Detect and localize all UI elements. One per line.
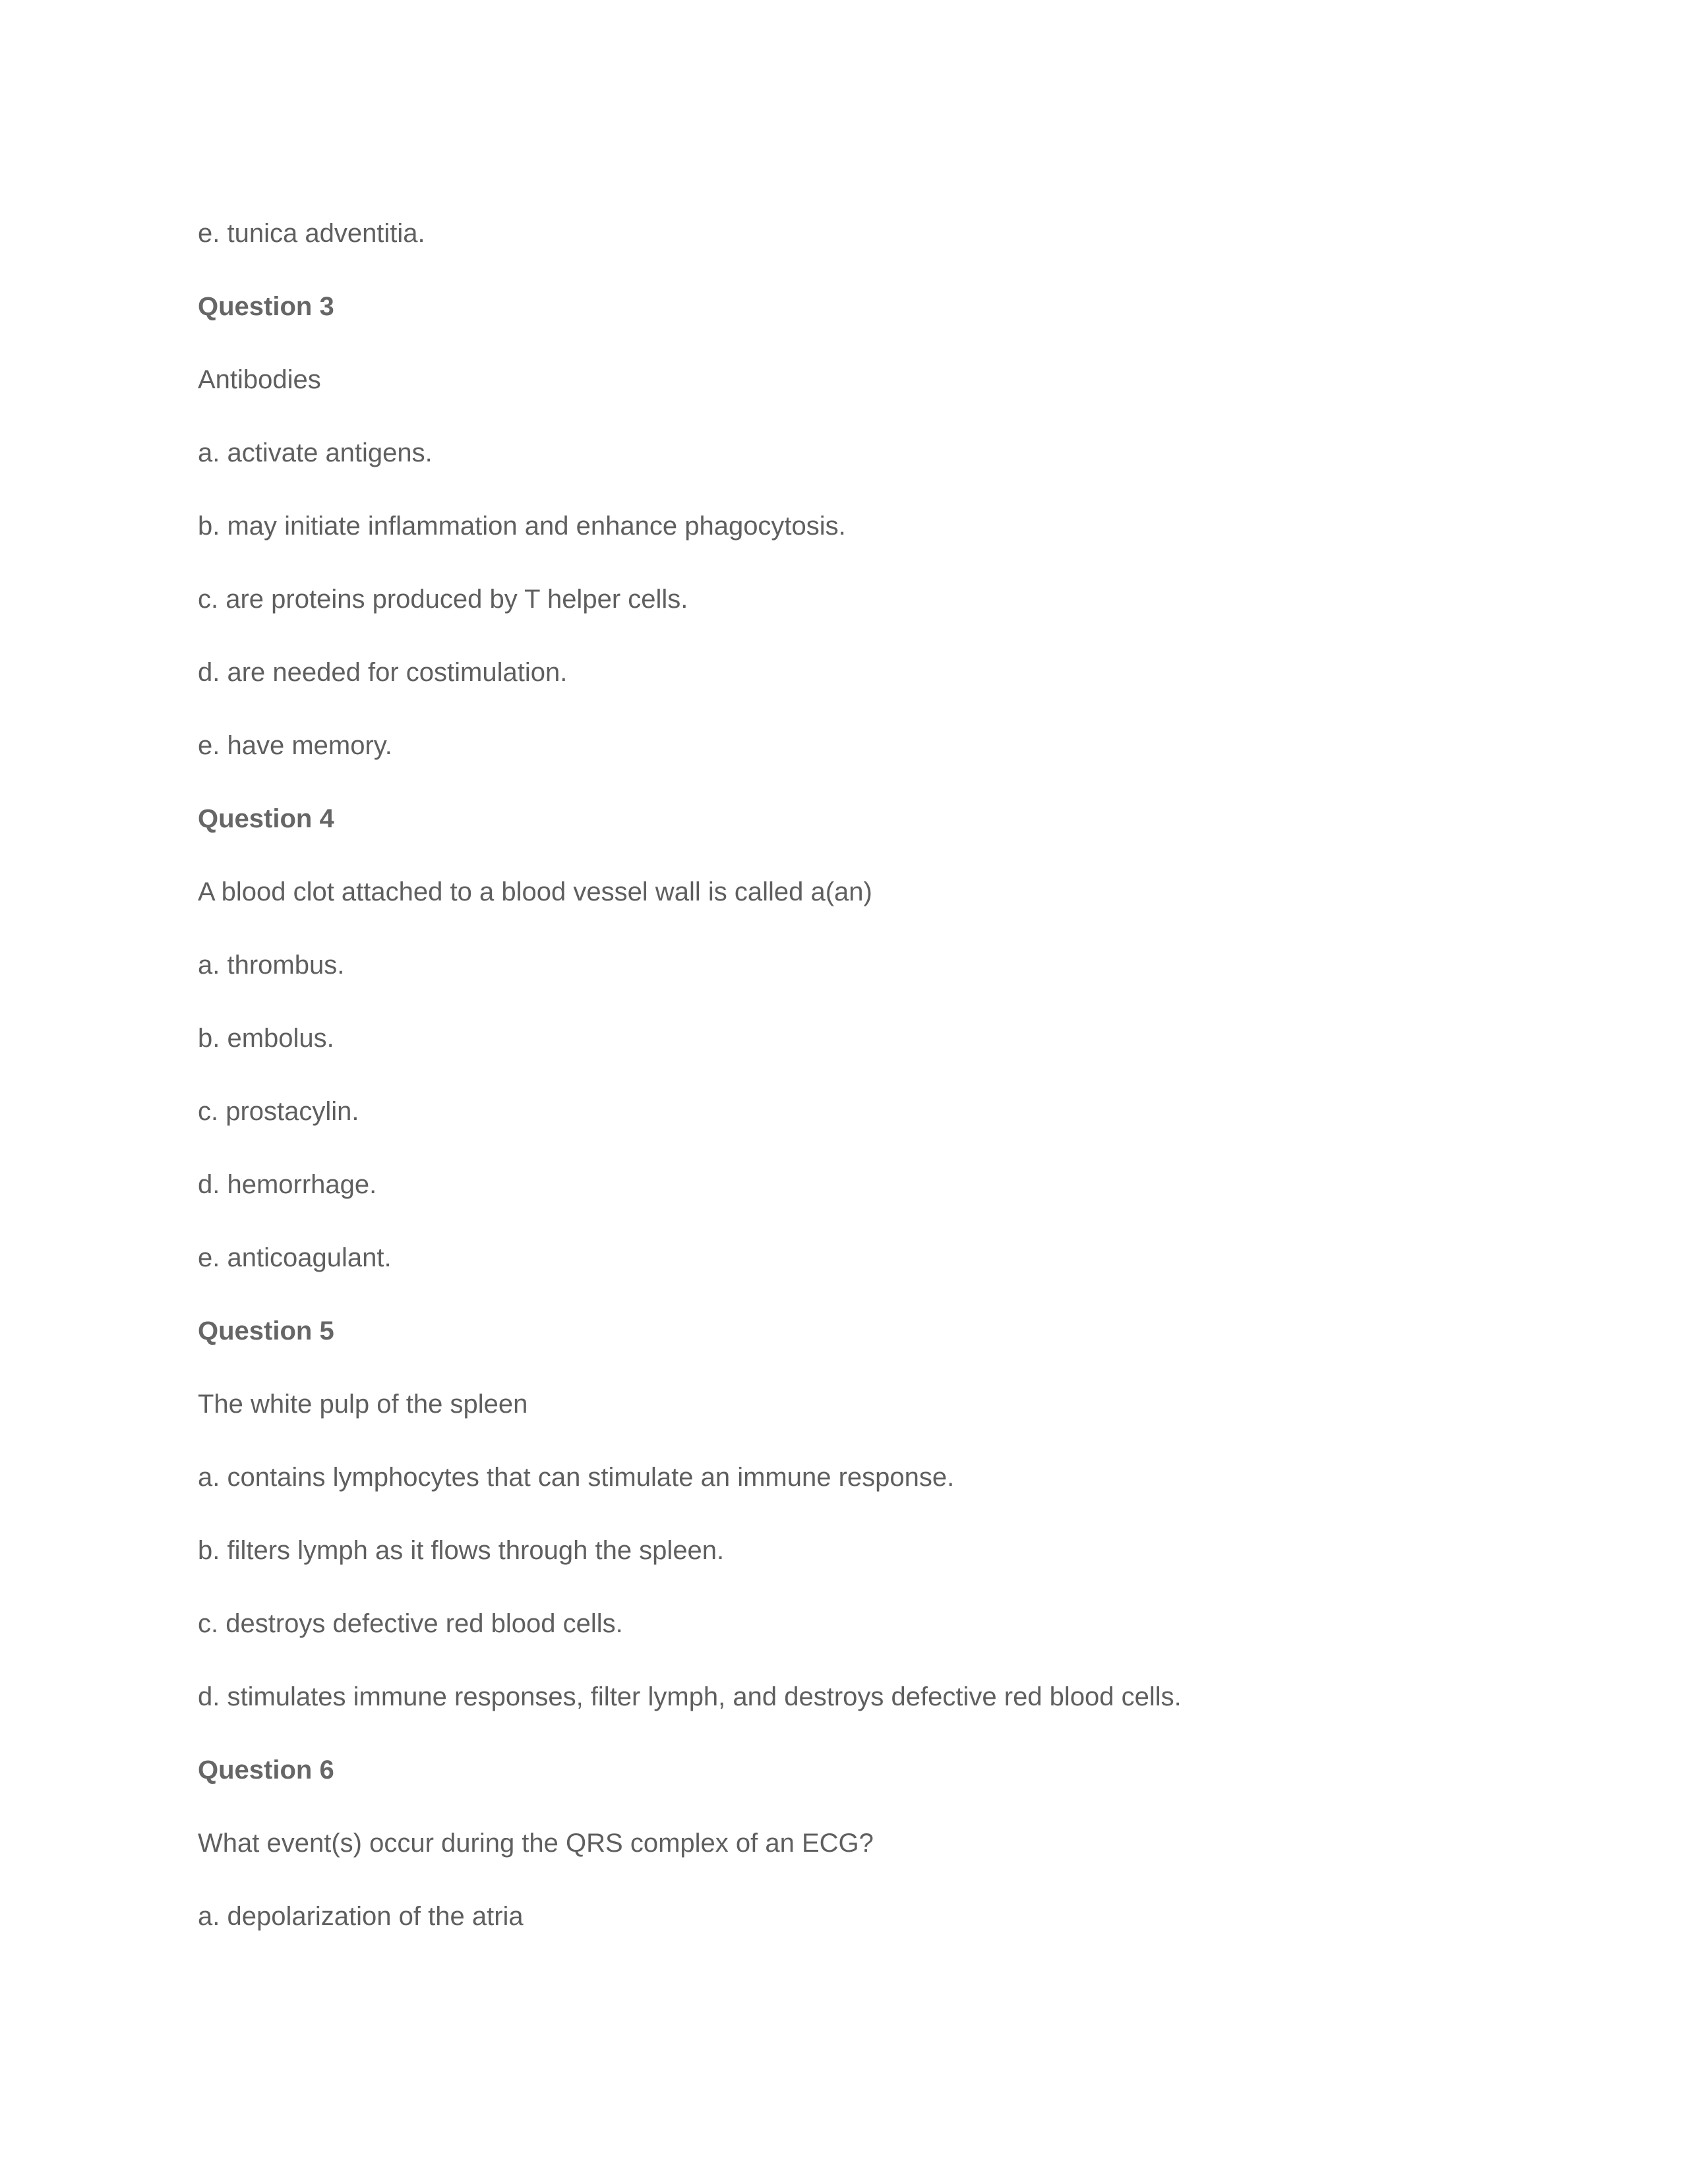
question-4-heading: Question 4 [198, 804, 334, 833]
q5-option-a: a. contains lymphocytes that can stimulate an immune response. [198, 1463, 955, 1492]
question-6-stem: What event(s) occur during the QRS complex of an ECG? [198, 1829, 874, 1858]
q3-option-c: c. are proteins produced by T helper cells. [198, 585, 688, 614]
q4-option-c: c. prostacylin. [198, 1097, 359, 1126]
question-5-heading: Question 5 [198, 1316, 334, 1345]
q3-option-b: b. may initiate inflammation and enhance phagocytosis. [198, 512, 846, 541]
question-6-heading: Question 6 [198, 1756, 334, 1785]
question-5-stem: The white pulp of the spleen [198, 1390, 528, 1419]
q6-option-a: a. depolarization of the atria [198, 1902, 524, 1931]
question-3-heading: Question 3 [198, 292, 334, 321]
q4-option-b: b. embolus. [198, 1024, 334, 1053]
q5-option-b: b. filters lymph as it flows through the spleen. [198, 1536, 725, 1565]
q4-option-d: d. hemorrhage. [198, 1170, 377, 1199]
q3-option-a: a. activate antigens. [198, 438, 433, 467]
question-3-stem: Antibodies [198, 365, 321, 394]
q3-option-d: d. are needed for costimulation. [198, 658, 568, 687]
q4-option-a: a. thrombus. [198, 951, 345, 980]
q5-option-c: c. destroys defective red blood cells. [198, 1609, 623, 1638]
q4-option-e: e. anticoagulant. [198, 1243, 392, 1272]
q5-option-d: d. stimulates immune responses, filter lymph, and destroys defective red blood cells. [198, 1682, 1182, 1711]
q2-option-e: e. tunica adventitia. [198, 219, 425, 248]
question-4-stem: A blood clot attached to a blood vessel wall is called a(an) [198, 877, 872, 906]
q3-option-e: e. have memory. [198, 731, 392, 760]
